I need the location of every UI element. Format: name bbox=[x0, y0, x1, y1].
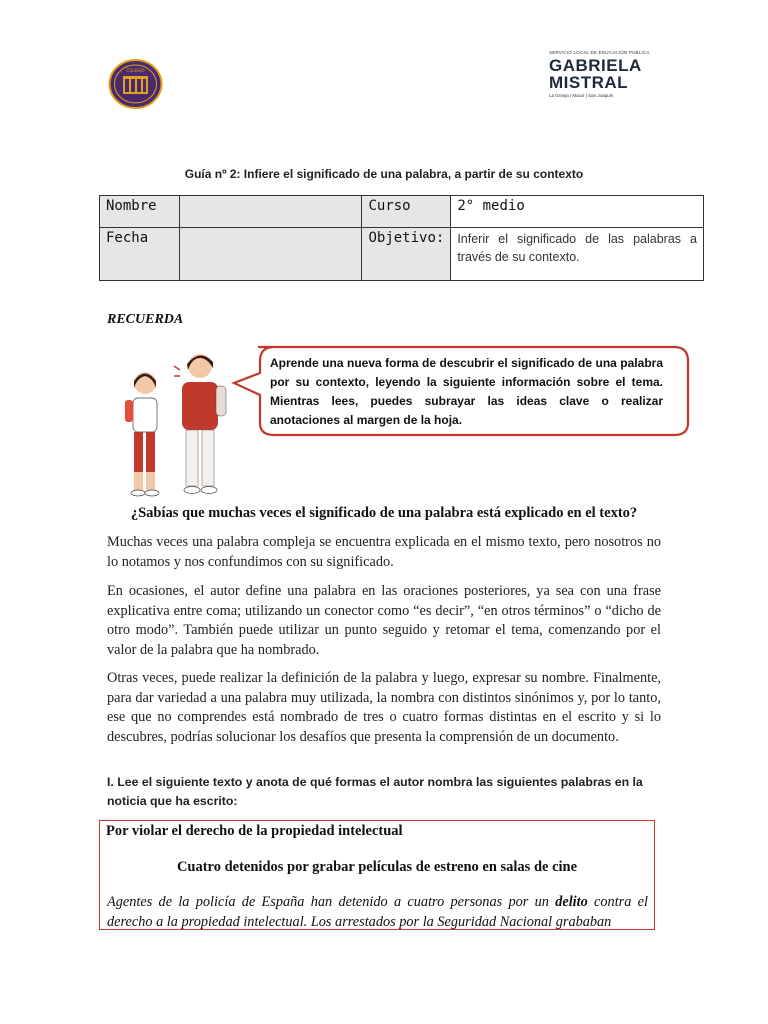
logo-line1: GABRIELA bbox=[549, 56, 642, 75]
paragraph-1: Muchas veces una palabra compleja se encuentra explicada en el mismo texto, pero nosotros no lo notamos y nos confundimos con su significado. bbox=[107, 534, 661, 570]
guide-title: Guía nº 2: Infiere el significado de una palabra, a partir de su contexto bbox=[184, 167, 584, 181]
bubble-text: Aprende una nueva forma de descubrir el significado de una palabra por su contexto, leyendo la siguiente información sobre el tema. Mientras lees, puedes subrayar las ideas clave o realizar anotaciones al margen de la hoja. bbox=[270, 356, 663, 427]
recuerda-heading: RECUERDA bbox=[107, 312, 184, 327]
student-info-table bbox=[99, 195, 704, 281]
curso-label: Curso bbox=[362, 196, 451, 228]
news-body bbox=[107, 892, 648, 930]
logo-line2: MISTRAL bbox=[549, 73, 629, 92]
news-article-box bbox=[99, 820, 655, 930]
logo-sub-text: La Granja | Macul | San Joaquín bbox=[549, 93, 614, 98]
objetivo-value: Inferir el significado de las palabras a través de su contexto. bbox=[451, 228, 704, 281]
objetivo-label: Objetivo: bbox=[362, 228, 451, 281]
svg-text:COLEGIO: COLEGIO bbox=[126, 68, 145, 73]
fecha-label: Fecha bbox=[100, 228, 180, 281]
paragraph-2: En ocasiones, el autor define una palabra en las oraciones posteriores, ya sea con una frase explicativa entre coma; utilizando un conector como “es decir”, “en otros términos” o “dicho de otro modo”. También puede utilizar un punto seguido y retomar el tema, comenzando por el valor de la palabra que ha nombrado. bbox=[107, 583, 661, 658]
instruction-text: I. Lee el siguiente texto y anota de qué formas el autor nombra las siguientes palabras en la noticia que ha escrito: bbox=[107, 775, 643, 808]
curso-value: 2° medio bbox=[451, 196, 704, 228]
school-crest-logo bbox=[108, 59, 163, 109]
news-body-start: Agentes de la policía de España han detenido a cuatro personas por un bbox=[107, 894, 556, 910]
paragraph-3: Otras veces, puede realizar la definición de la palabra y luego, expresar su nombre. Finalmente, para dar variedad a una palabra muy utilizada, la nombra con distintos sinónimos y, por lo tanto, ese que no comprendes está nombrado de tres o cuatro formas distintas en el escrito y si lo descubres, podrías solucionar los desafíos que presenta la comprensión de un documento. bbox=[107, 670, 661, 745]
nombre-label: Nombre bbox=[100, 196, 180, 228]
gabriela-mistral-logo bbox=[549, 50, 659, 102]
logo-top-text: SERVICIO LOCAL DE EDUCACIÓN PÚBLICA bbox=[549, 50, 650, 55]
news-keyword-delito: delito bbox=[555, 894, 588, 910]
fecha-field[interactable] bbox=[180, 228, 362, 281]
nombre-field[interactable] bbox=[180, 196, 362, 228]
news-heading: Por violar el derecho de la propiedad intelectual bbox=[106, 823, 403, 839]
students-illustration bbox=[112, 348, 242, 503]
news-title: Cuatro detenidos por grabar películas de estreno en salas de cine bbox=[176, 859, 578, 875]
main-question: ¿Sabías que muchas veces el significado de una palabra está explicado en el texto? bbox=[130, 505, 638, 521]
news-body-end: contra el derecho a la propiedad intelectual. Los arrestados por la Seguridad Nacional grababan bbox=[107, 894, 648, 930]
